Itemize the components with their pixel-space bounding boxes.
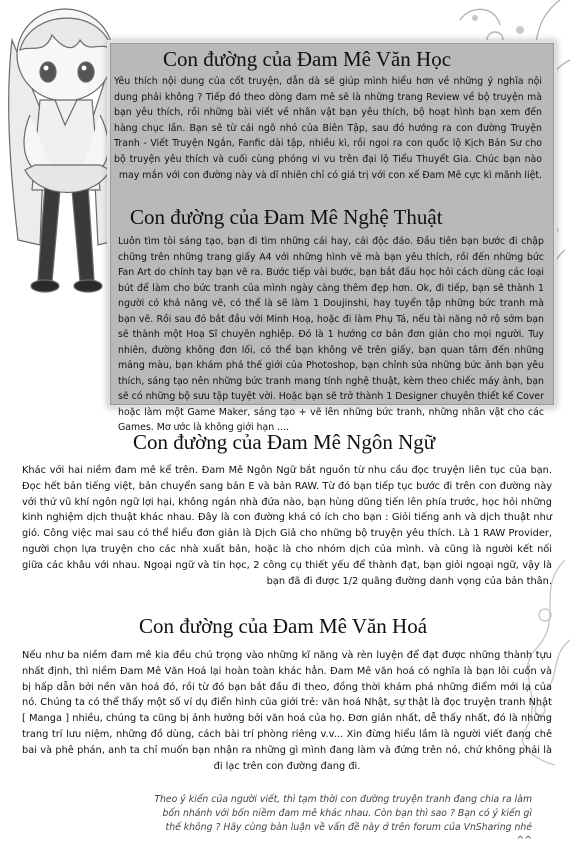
section-title-literature: Con đường của Đam Mê Văn Học xyxy=(163,47,452,71)
section-title-art: Con đường của Đam Mê Nghệ Thuật xyxy=(130,205,443,229)
closing-note: Theo ý kiến của người viết, thì tạm thời con đường truyện tranh đang chia ra làm bốn nhánh với bốn niềm đam mê khác nhau. Còn bạn thì sao ? Bạn có ý kiến gì thế không ? Hãy cùng bàn luận về vấn đề này ở trên forum của VnSharing nhé ^^ xyxy=(154,794,532,847)
section-title-culture: Con đường của Đam Mê Văn Hoá xyxy=(139,614,428,638)
section-body-art: Luôn tìm tòi sáng tạo, bạn đi tìm những cái hay, cái độc đáo. Đầu tiên bạn bước đi chập chững trên những trang giấy A4 với những hình vẽ mà bạn yêu thích, rồi đến những bức Fan Art do chính tay bạn vẽ ra. Bước tiếp vài bước, bạn bắt đầu học hỏi cách dùng các loại bút để làm cho bức tranh của mình ngày càng thêm đẹp hơn. Ok, đi tiếp, bạn sẽ thành 1 người có khả năng vẽ, có thể là sẽ làm 1 Doujinshi, hay tuyển tập những bức tranh mà bạn vẽ. Rồi sau đó bắt đầu với Minh Hoạ, hoặc đi làm Phụ Tá, nếu tài năng nở rộ sớm bạn sẽ thành một Hoạ Sĩ chuyên nghiệp. Đó là 1 hướng cơ bản đơn giản cho mọi người. Tuy nhiên, đường không đơn lối, có thể bạn không vẽ trên giấy, bạn quan tâm đến những mảng màu, bạn khám phá thế giới của Photoshop, bạn chỉnh sửa những bức ảnh bạn yêu thích, sáng tạo nên những bức tranh mang tính nghệ thuật, kèm theo chiếc máy ảnh, bạn sẽ có những bộ sưu tập tuyệt vời. Hoặc bạn sẽ trở thành 1 Designer chuyên thiết kế Cover hoặc làm một Game Maker, sáng tạo + vẽ lên những bức tranh, những nhân vật cho các Games. Mơ ước là không giới hạn .... xyxy=(118,236,544,433)
section-body-language: Khác với hai niềm đam mê kể trên. Đam Mê Ngôn Ngữ bắt nguồn từ nhu cầu đọc truyện liên tục của bạn. Đọc hết bản tiếng việt, bản chuyển sang bản E và bản RAW. Từ đó bạn tiếp tục bước đi trên con đường này với thứ vũ khí ngôn ngữ lợi hại, không ngán nhà đứa nào, bạn hùng dũng tiến lên phía trước, học hỏi những kinh nghiệm dịch thuật khác nhau. Đây là con đường khá có ích cho bạn : Giỏi tiếng anh và dịch thuật như gió. Công việc mai sau có thể hiểu đơn giản là Dịch Giả cho những bộ truyện yêu thích. Là 1 RAW Provider, người chọn lựa truyện cho các nhà xuất bản, hoặc là cho nhóm dịch của mình. và cũng là người kết nối giữa các khâu với nhau. Ngoại ngữ và tin học, 2 công cụ thiết yếu để thành đạt, bạn giỏi ngoại ngữ, vậy là bạn đã đi được 1/2 quãng đường danh vọng của bản thân. xyxy=(22,465,552,587)
section-body-culture: Nếu như ba niềm đam mê kia đều chú trọng vào những kĩ năng và rèn luyện để đạt được những thành tựu nhất định, thì niềm Đam Mê Văn Hoá lại hoàn toàn khác hẳn. Đam Mê văn hoá có nghĩa là bạn lôi cuốn và bị hấp dẫn bởi nền văn hoá đó, rồi từ đó bạn bắt đầu đi theo, đồng thời khám phá những điểm mới lạ của nó. Chúng ta có thể thấy một số ví dụ điển hình của giới trẻ: văn hoá Nhật, sự thật là đọc truyện tranh Nhật [ Manga ] nhiều, chúng ta cũng bị ảnh hưởng bởi văn hoá của họ. Đơn giản nhất, dễ thấy nhất, đó là những trang trí lưu niệm, những đồ dùng, cách bài trí phòng riêng v.v... Xin đừng hiểu lầm là người viết đang chê bai và phê phán, anh ta chỉ muốn bạn nhận ra những gì mình đang làm và đứng trên nó, chứ không phải là đi lạc trên con đường đang đi. xyxy=(22,650,552,772)
section-body-literature: Yêu thích nội dung của cốt truyện, dẫn dà sẽ giúp mình hiểu hơn về những ý nghĩa nội dung phải không ? Tiếp đó theo dòng đam mê sẽ là những trang Review về bộ truyện mà bạn yêu thích, rồi những bài viết về nhân vật bạn yêu thích, bộ hoạt hình bạn xem đến hàng chục lần. Bạn sẽ từ cái ngõ nhỏ của Biên Tập, sau đó hướng ra con đường Truyện Tranh - Viết Truyện Ngắn, Fanfic dài tập, nhiều kì, rồi ngoi ra con quốc lộ Kịch Bản Sư cho bộ truyện yêu thích và cuối cùng phóng vi vu trên đại lộ Tiểu Thuyết Gia. Chúc bạn nào may mắn với con đường này và dĩ nhiên chỉ có giá trị với con xế Đam Mê cực kì mãnh liệt. xyxy=(114,76,542,181)
section-title-language: Con đường của Đam Mê Ngôn Ngữ xyxy=(133,430,436,454)
